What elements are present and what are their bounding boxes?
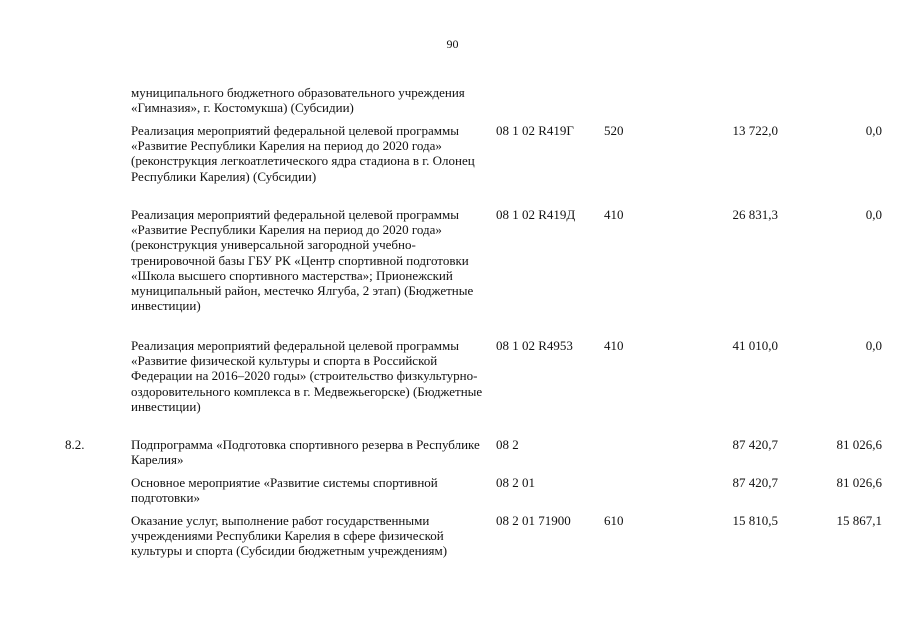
row-value-year-1: 41 010,0: [732, 338, 778, 353]
row-description: муниципального бюджетного образовательного учреждения «Гимназия», г. Костомукша) (Субсидии): [131, 85, 465, 116]
row-value-year-1: 87 420,7: [732, 475, 778, 490]
row-classification-code: 08 2 01: [496, 475, 535, 490]
row-classification-code: 08 1 02 R419Г: [496, 123, 574, 138]
row-value-year-2: 0,0: [865, 123, 882, 138]
row-value-year-2: 0,0: [865, 207, 882, 222]
row-description: Оказание услуг, выполнение работ государственными учреждениями Республики Карелия в сфере физической культуры и спорта (Субсидии бюджетным учреждениям): [131, 513, 448, 559]
row-expense-type: 520: [604, 123, 624, 138]
row-description: Реализация мероприятий федеральной целевой программы «Развитие Республики Карелия на период до 2020 года» (реконструкция универсальной загородной учебно-тренировочной базы ГБУ РК «Центр спортивной подготовки «Школа высшего спортивного мастерства»; Прионежский муниципальный район, местечко Ялгуба, 2 этап) (Бюджетные инвестиции): [131, 207, 474, 314]
row-value-year-2: 15 867,1: [836, 513, 882, 528]
row-description: Основное мероприятие «Развитие системы спортивной подготовки»: [131, 475, 438, 506]
row-value-year-1: 13 722,0: [732, 123, 778, 138]
row-expense-type: 410: [604, 207, 624, 222]
page-number: 90: [446, 37, 459, 51]
row-value-year-2: 81 026,6: [836, 475, 882, 490]
row-number: 8.2.: [65, 437, 85, 452]
row-value-year-1: 87 420,7: [732, 437, 778, 452]
row-description: Реализация мероприятий федеральной целевой программы «Развитие физической культуры и спорта в Российской Федерации на 2016–2020 годы» (строительство физкультурно-оздоровительного комплекса в г. Медвежьегорске) (Бюджетные инвестиции): [131, 338, 483, 414]
row-description: Подпрограмма «Подготовка спортивного резерва в Республике Карелия»: [131, 437, 480, 468]
row-classification-code: 08 2: [496, 437, 519, 452]
row-description: Реализация мероприятий федеральной целевой программы «Развитие Республики Карелия на период до 2020 года» (реконструкция легкоатлетического ядра стадиона в г. Олонец Республики Карелия) (Субсидии): [131, 123, 475, 184]
row-value-year-2: 0,0: [865, 338, 882, 353]
row-classification-code: 08 2 01 71900: [496, 513, 571, 528]
row-value-year-1: 26 831,3: [732, 207, 778, 222]
row-expense-type: 610: [604, 513, 624, 528]
row-expense-type: 410: [604, 338, 624, 353]
row-classification-code: 08 1 02 R419Д: [496, 207, 576, 222]
row-value-year-2: 81 026,6: [836, 437, 882, 452]
row-classification-code: 08 1 02 R4953: [496, 338, 573, 353]
row-value-year-1: 15 810,5: [732, 513, 778, 528]
